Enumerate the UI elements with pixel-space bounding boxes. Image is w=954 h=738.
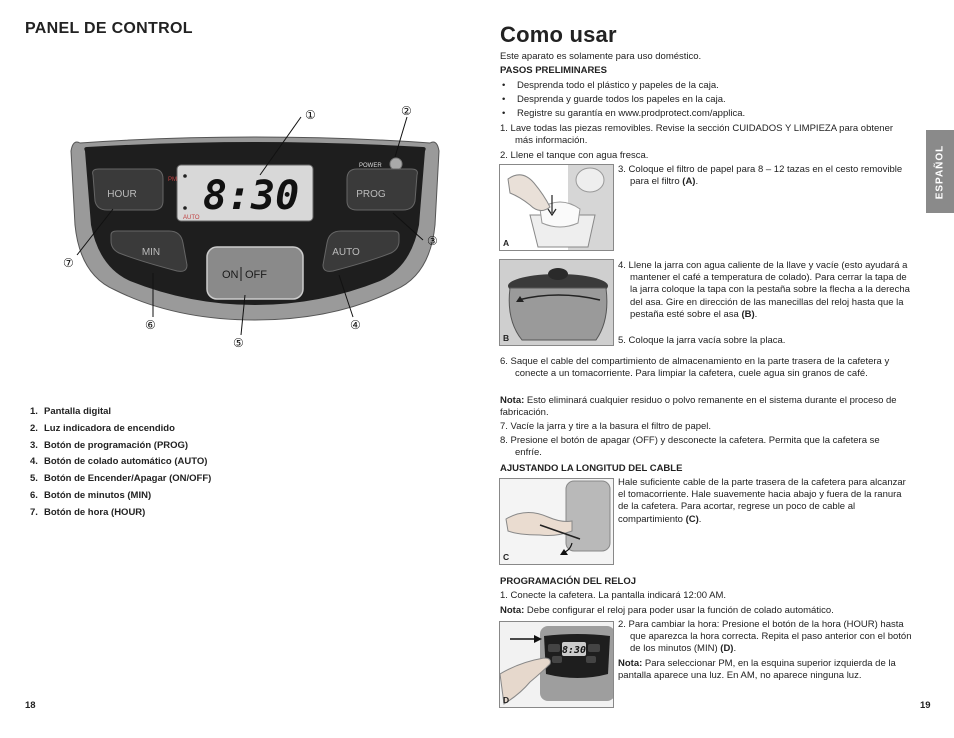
bullet-text: Desprenda y guarde todos los papeles en la caja. bbox=[517, 94, 726, 105]
off-button-label: OFF bbox=[245, 269, 267, 281]
legend-num: 7. bbox=[30, 506, 38, 518]
callout-1: ① bbox=[305, 108, 316, 122]
bullet-mark: • bbox=[502, 94, 506, 105]
legend-text: Botón de minutos (MIN) bbox=[44, 489, 152, 501]
auto-label: AUTO bbox=[183, 215, 200, 221]
control-panel-diagram bbox=[55, 95, 455, 365]
legend-num: 2. bbox=[30, 422, 38, 434]
legend-text: Pantalla digital bbox=[44, 406, 112, 417]
cord-text: Hale suficiente cable de la parte trasera de la cafetera para alcanzar el tomacorriente. Hale suavemente hacia abajo y fuera de la ranura de la cafetera. Para acortar, regrese un poco de cable al compartimiento (C). bbox=[618, 477, 906, 525]
callout-6: ⑥ bbox=[145, 318, 156, 332]
legend-text: Botón de Encender/Apagar (ON/OFF) bbox=[44, 473, 212, 485]
note-2-label: Nota: bbox=[500, 605, 525, 616]
step-3-ref: (A) bbox=[682, 176, 696, 188]
step-3: 3. Coloque el filtro de papel para 8 – 12 tazas en el cesto removible para el filtro (A). bbox=[618, 164, 903, 188]
note-1-text: Esto eliminará cualquier residuo o polvo remanente en el sistema durante el proceso de fabricación. bbox=[500, 395, 897, 419]
clock-step-2-text: 2. Para cambiar la hora: Presione el botón de la hora (HOUR) hasta que aparezca la hora correcta. Repita el paso anterior con el botón de los minutos (MIN) bbox=[618, 619, 912, 655]
on-button-label: ON bbox=[222, 269, 239, 281]
photo-d bbox=[499, 621, 614, 708]
legend-text: Botón de hora (HOUR) bbox=[44, 506, 146, 518]
intro-text: Este aparato es solamente para uso doméstico. bbox=[500, 51, 702, 62]
bullet-text: Registre su garantía en www.prodprotect.com/applica. bbox=[517, 108, 746, 119]
step-3-text: 3. Coloque el filtro de papel para 8 – 12 tazas en el cesto removible para el filtro bbox=[618, 164, 903, 188]
step-8: 8. Presione el botón de apagar (OFF) y desconecte la cafetera. Permita que la cafetera se enfríe. bbox=[500, 435, 880, 459]
photo-c-illustration bbox=[500, 479, 614, 565]
language-tab-label: ESPAÑOL bbox=[934, 144, 946, 199]
note-1 bbox=[500, 395, 905, 419]
legend-num: 3. bbox=[30, 439, 38, 451]
photo-label-b: B bbox=[503, 333, 510, 343]
photo-d-time: 8:30 bbox=[561, 645, 587, 656]
legend-num: 5. bbox=[30, 473, 38, 485]
step-1: 1. Lave todas las piezas removibles. Revise la sección CUIDADOS Y LIMPIEZA para obtener más información. bbox=[500, 123, 894, 147]
cord-ref: (C) bbox=[685, 513, 699, 525]
cord-text-body: Hale suficiente cable de la parte trasera de la cafetera para alcanzar el tomacorriente. Hale suavemente hacia abajo y fuera de la ranura de la cafetera. Para acortar, regrese un poco de cable al compartimiento bbox=[618, 477, 906, 525]
auto-indicator-dot bbox=[183, 206, 187, 210]
note-3 bbox=[618, 658, 913, 682]
photo-a bbox=[499, 164, 614, 251]
min-button-label: MIN bbox=[141, 247, 161, 258]
legend-num: 1. bbox=[30, 406, 38, 417]
callout-3: ③ bbox=[427, 234, 438, 248]
step-6: 6. Saque el cable del compartimiento de almacenamiento en la parte trasera de la cafetera y conecte a un tomacorriente. Para limpiar la cafetera, cuele agua sin granos de café. bbox=[500, 356, 890, 380]
auto-button-label: AUTO bbox=[332, 247, 360, 258]
bullet-mark: • bbox=[502, 80, 506, 91]
step-4-ref: (B) bbox=[741, 308, 755, 320]
heading-preliminary: PASOS PRELIMINARES bbox=[500, 65, 607, 76]
photo-c bbox=[499, 478, 614, 565]
clock-step-2-ref: (D) bbox=[720, 643, 734, 655]
page-title-left: PANEL DE CONTROL bbox=[25, 20, 193, 37]
language-tab bbox=[926, 130, 954, 213]
legend-text: Botón de colado automático (AUTO) bbox=[44, 456, 208, 468]
pm-label: PM bbox=[168, 177, 177, 183]
note-1-label: Nota: bbox=[500, 395, 525, 406]
bullet-text: Desprenda todo el plástico y papeles de la caja. bbox=[517, 80, 719, 91]
note-3-text: Para seleccionar PM, en la esquina superior izquierda de la pantalla aparece una luz. En AM, no aparece ninguna luz. bbox=[618, 658, 896, 682]
legend-num: 6. bbox=[30, 489, 38, 501]
photo-b bbox=[499, 259, 614, 346]
heading-clock: PROGRAMACIÓN DEL RELOJ bbox=[500, 576, 637, 587]
callout-7: ⑦ bbox=[63, 256, 74, 270]
legend-item bbox=[30, 438, 211, 455]
legend-item bbox=[30, 404, 211, 421]
step-4: 4. Llene la jarra con agua caliente de la llave y vacíe (esto ayudará a mantener el café a temperatura de colado). Para cerrar la tapa de la jarra coloque la tapa con la pestaña sobre la flecha a la derecha del asa. Gire en dirección de las manecillas del reloj hasta que la pestaña esté sobre el asa (B). bbox=[618, 260, 910, 320]
photo-label-d: D bbox=[503, 695, 510, 705]
prog-button-label: PROG bbox=[356, 189, 386, 200]
note-2-text: Debe configurar el reloj para poder usar la función de colado automático. bbox=[526, 605, 834, 616]
legend-item bbox=[30, 471, 211, 488]
page-title-right: Como usar bbox=[500, 22, 617, 47]
step-7: 7. Vacíe la jarra y tire a la basura el filtro de papel. bbox=[500, 421, 712, 432]
step-4-text: 4. Llene la jarra con agua caliente de la llave y vacíe (esto ayudará a mantener el café a temperatura de colado). Para cerrar la tapa de la jarra coloque la tapa con la pestaña sobre la flecha a la derecha del asa. Gire en dirección de las manecillas del reloj hasta que la pestaña esté sobre el asa bbox=[618, 260, 910, 320]
legend-text: Luz indicadora de encendido bbox=[44, 422, 175, 434]
step-5: 5. Coloque la jarra vacía sobre la placa. bbox=[618, 335, 786, 346]
callout-2: ② bbox=[401, 104, 412, 118]
note-2 bbox=[500, 605, 910, 617]
legend-item bbox=[30, 421, 211, 438]
bullet-mark: • bbox=[502, 108, 506, 119]
power-indicator-light bbox=[390, 158, 402, 170]
page-number-right: 19 bbox=[920, 700, 931, 711]
photo-a-illustration bbox=[500, 165, 614, 251]
photo-label-c: C bbox=[503, 552, 510, 562]
page-number-left: 18 bbox=[25, 700, 36, 711]
photo-b-illustration bbox=[500, 260, 614, 346]
legend-text: Botón de programación (PROG) bbox=[44, 439, 189, 451]
clock-step-1: 1. Conecte la cafetera. La pantalla indicará 12:00 AM. bbox=[500, 590, 727, 601]
hour-button-label: HOUR bbox=[107, 189, 137, 200]
clock-step-2: 2. Para cambiar la hora: Presione el botón de la hora (HOUR) hasta que aparezca la hora correcta. Repita el paso anterior con el botón de los minutos (MIN) (D). bbox=[618, 619, 912, 655]
pm-indicator-dot bbox=[183, 174, 187, 178]
callout-4: ④ bbox=[350, 318, 361, 332]
legend-item bbox=[30, 454, 211, 471]
photo-d-illustration bbox=[500, 622, 614, 708]
display-time: 8:30 bbox=[202, 173, 300, 219]
power-label: POWER bbox=[359, 163, 382, 169]
note-3-label: Nota: bbox=[618, 658, 643, 669]
photo-label-a: A bbox=[503, 238, 510, 248]
parts-legend bbox=[30, 404, 211, 522]
callout-5: ⑤ bbox=[233, 336, 244, 350]
legend-num: 4. bbox=[30, 456, 38, 468]
heading-cord: AJUSTANDO LA LONGITUD DEL CABLE bbox=[500, 463, 683, 474]
legend-item bbox=[30, 488, 211, 505]
legend-item bbox=[30, 505, 211, 522]
step-2: 2. Llene el tanque con agua fresca. bbox=[500, 150, 649, 161]
